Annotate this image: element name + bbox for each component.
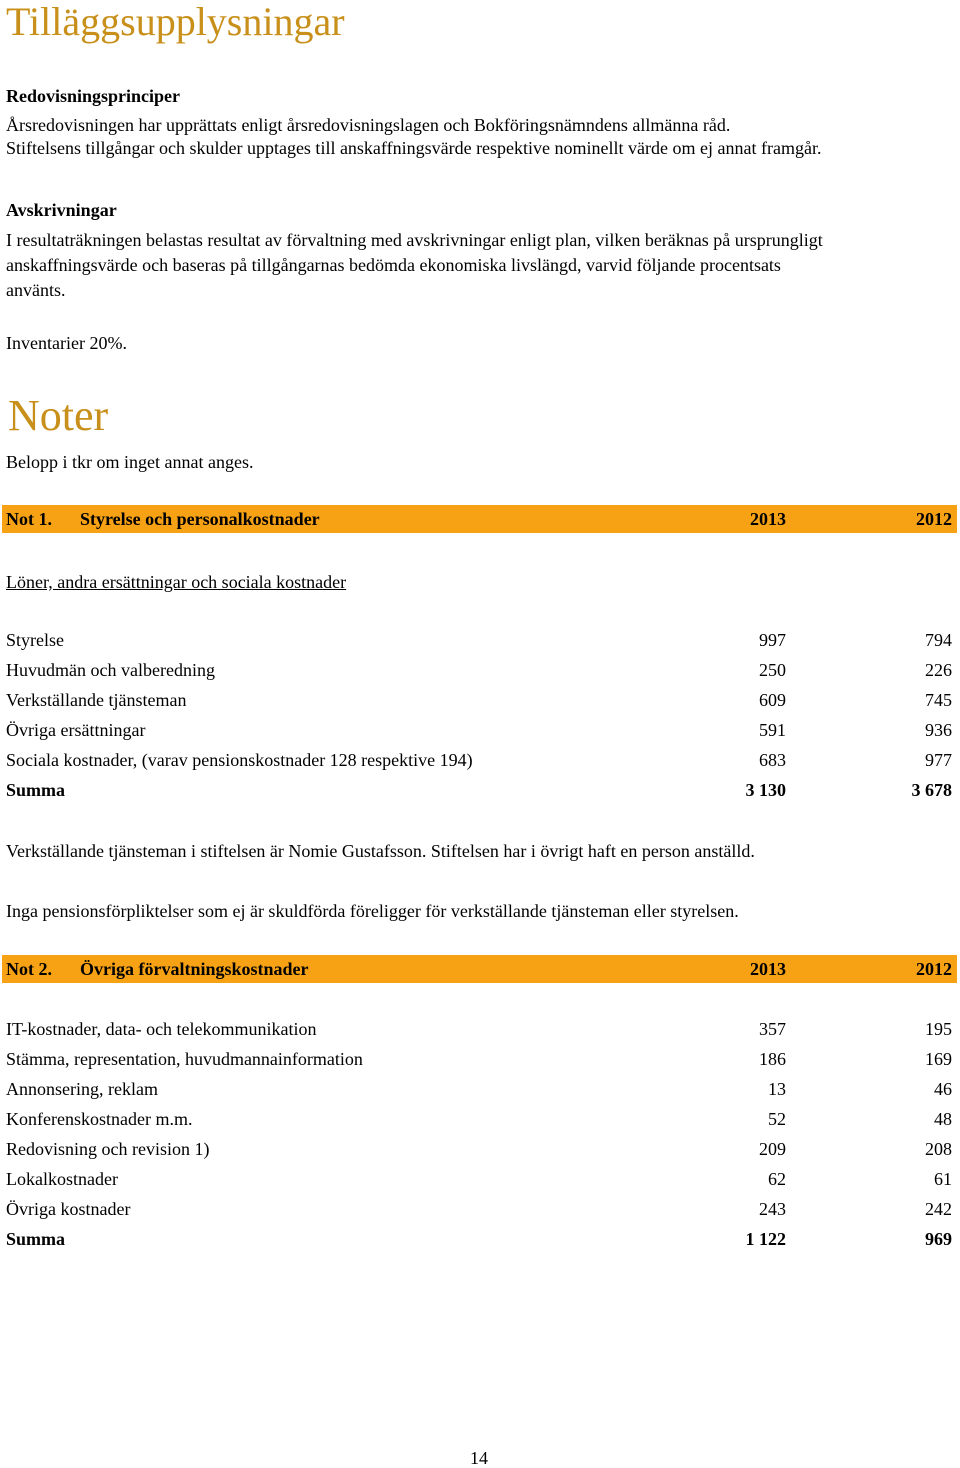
note2-title: Övriga förvaltningskostnader xyxy=(80,959,309,979)
table-row xyxy=(6,1107,954,1131)
depreciation-text-line2: anskaffningsvärde och baseras på tillgångarnas bedömda ekonomiska livslängd, varvid följande procentsats xyxy=(6,255,781,275)
value-2013: 186 xyxy=(759,1049,786,1069)
table-row xyxy=(6,1017,954,1041)
value-2012: 745 xyxy=(925,690,952,710)
value-2012: 46 xyxy=(934,1079,952,1099)
row-label: Annonsering, reklam xyxy=(6,1079,158,1099)
value-2012: 794 xyxy=(925,630,952,650)
total-2012: 969 xyxy=(925,1229,952,1249)
total-2013: 1 122 xyxy=(745,1229,786,1249)
total-row xyxy=(6,1227,954,1251)
accounting-text-line1: Årsredovisningen har upprättats enligt årsredovisningslagen och Bokföringsnämndens allmänna råd. xyxy=(6,115,731,135)
value-2013: 243 xyxy=(759,1199,786,1219)
table-row xyxy=(6,1077,954,1101)
row-label: Konferenskostnader m.m. xyxy=(6,1109,193,1129)
page-title: Tilläggsupplysningar xyxy=(6,0,345,44)
value-2013: 683 xyxy=(759,750,786,770)
value-2012: 195 xyxy=(925,1019,952,1039)
accounting-text-line2: Stiftelsens tillgångar och skulder upptages till anskaffningsvärde respektive nominellt värde om ej annat framgår. xyxy=(6,138,822,158)
notes-title: Noter xyxy=(8,391,109,440)
value-2013: 997 xyxy=(759,630,786,650)
row-label: Övriga ersättningar xyxy=(6,720,146,740)
total-row xyxy=(6,778,954,802)
row-label: Huvudmän och valberedning xyxy=(6,660,215,680)
value-2012: 936 xyxy=(925,720,952,740)
note1-text1: Verkställande tjänsteman i stiftelsen är Nomie Gustafsson. Stiftelsen har i övrigt haft en person anställd. xyxy=(6,841,755,861)
depreciation-rate: Inventarier 20%. xyxy=(6,333,127,353)
value-2013: 13 xyxy=(768,1079,786,1099)
value-2012: 169 xyxy=(925,1049,952,1069)
depreciation-text-line3: använts. xyxy=(6,280,66,300)
table-row xyxy=(6,628,954,652)
page-number: 14 xyxy=(470,1448,488,1468)
table-row xyxy=(6,1167,954,1191)
value-2012: 977 xyxy=(925,750,952,770)
accounting-heading: Redovisningsprinciper xyxy=(6,86,181,106)
total-2013: 3 130 xyxy=(745,780,786,800)
value-2012: 208 xyxy=(925,1139,952,1159)
table-row xyxy=(6,658,954,682)
value-2013: 609 xyxy=(759,690,786,710)
depreciation-text-line1: I resultaträkningen belastas resultat av förvaltning med avskrivningar enligt plan, vilken beräknas på ursprungligt xyxy=(6,230,823,250)
row-label: IT-kostnader, data- och telekommunikation xyxy=(6,1019,317,1039)
table-row xyxy=(6,1197,954,1221)
note1-year-2013: 2013 xyxy=(750,509,786,529)
note2-year-2013: 2013 xyxy=(750,959,786,979)
value-2013: 250 xyxy=(759,660,786,680)
value-2012: 48 xyxy=(934,1109,952,1129)
table-row xyxy=(6,1137,954,1161)
value-2013: 209 xyxy=(759,1139,786,1159)
value-2013: 62 xyxy=(768,1169,786,1189)
note1-title: Styrelse och personalkostnader xyxy=(80,509,320,529)
total-label: Summa xyxy=(6,1229,66,1249)
value-2013: 52 xyxy=(768,1109,786,1129)
row-label: Övriga kostnader xyxy=(6,1199,131,1219)
row-label: Verkställande tjänsteman xyxy=(6,690,187,710)
depreciation-heading: Avskrivningar xyxy=(6,200,117,220)
value-2012: 61 xyxy=(934,1169,952,1189)
note1-year-2012: 2012 xyxy=(916,509,952,529)
note1-header-bar xyxy=(2,505,957,533)
table-row xyxy=(6,748,954,772)
note1-text2: Inga pensionsförpliktelser som ej är skuldförda föreligger för verkställande tjänsteman eller styrelsen. xyxy=(6,901,739,921)
table-row xyxy=(6,718,954,742)
value-2013: 591 xyxy=(759,720,786,740)
row-label: Redovisning och revision 1) xyxy=(6,1139,210,1159)
note2-header-bar xyxy=(2,955,957,983)
note1-number: Not 1. xyxy=(6,509,52,529)
total-label: Summa xyxy=(6,780,66,800)
table-row xyxy=(6,1047,954,1071)
value-2013: 357 xyxy=(759,1019,786,1039)
row-label: Lokalkostnader xyxy=(6,1169,118,1189)
total-2012: 3 678 xyxy=(911,780,952,800)
row-label: Stämma, representation, huvudmannainformation xyxy=(6,1049,363,1069)
row-label: Styrelse xyxy=(6,630,64,650)
note2-number: Not 2. xyxy=(6,959,52,979)
row-label: Sociala kostnader, (varav pensionskostnader 128 respektive 194) xyxy=(6,750,473,770)
table-row xyxy=(6,688,954,712)
note2-year-2012: 2012 xyxy=(916,959,952,979)
notes-subtitle: Belopp i tkr om inget annat anges. xyxy=(6,452,254,472)
value-2012: 242 xyxy=(925,1199,952,1219)
value-2012: 226 xyxy=(925,660,952,680)
note1-subheading: Löner, andra ersättningar och sociala kostnader xyxy=(6,572,347,592)
